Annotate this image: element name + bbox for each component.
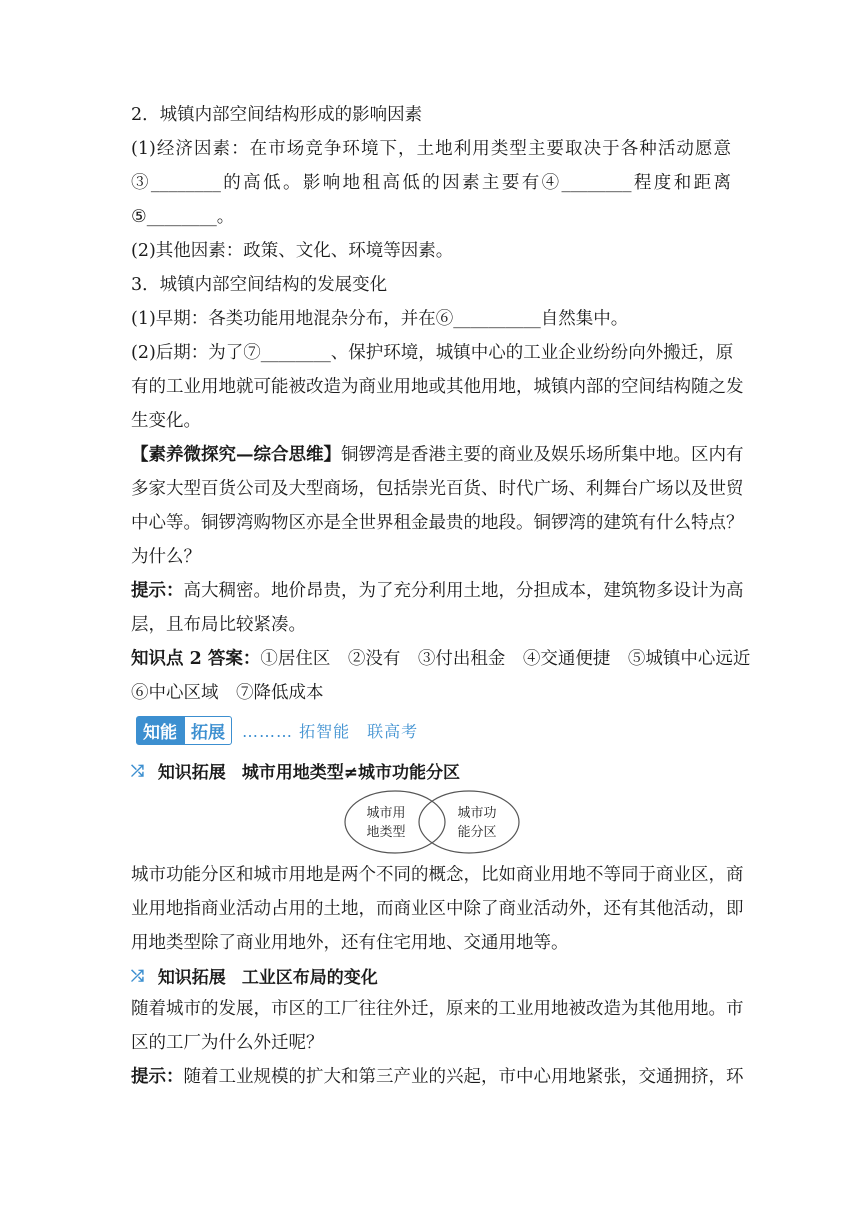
- paragraph: 用地类型除了商业用地外，还有住宅用地、交通用地等。: [131, 933, 569, 953]
- badge-part2: 拓展: [184, 716, 232, 745]
- hint-text: 随着工业规模的扩大和第三产业的兴起，市中心用地紧张，交通拥挤，环: [183, 1067, 744, 1087]
- explore-label: 【素养微探究—综合思维】: [131, 445, 341, 465]
- extension-label: 知识拓展: [157, 968, 226, 988]
- paragraph: (1)早期：各类功能用地混杂分布，并在⑥__________自然集中。: [131, 309, 629, 329]
- badge-tail: ……… 拓智能 联高考: [242, 721, 419, 741]
- hint-text: 高大稠密。地价昂贵，为了充分利用土地，分担成本，建筑物多设计为高: [183, 581, 744, 601]
- badge-part1: 知能: [136, 716, 184, 745]
- paragraph: (2)其他因素：政策、文化、环境等因素。: [131, 241, 454, 261]
- paragraph: (2)后期：为了⑦________、保护环境，城镇中心的工业企业纷纷向外搬迁，原: [131, 343, 734, 363]
- paragraph: 层，且布局比较紧凑。: [131, 615, 306, 635]
- hint-paragraph: [131, 579, 744, 603]
- extension-label: 知识拓展: [157, 763, 226, 783]
- paragraph: 业用地指商业活动占用的土地，而商业区中除了商业活动外，还有其他活动，即: [131, 899, 744, 919]
- extension-title: 工业区布局的变化: [241, 968, 378, 988]
- hint-label: 提示：: [131, 581, 184, 601]
- venn-right-label: 能分区: [457, 825, 497, 840]
- answers-text: ①居住区 ②没有 ③付出租金 ④交通便捷 ⑤城镇中心远近: [260, 649, 751, 669]
- venn-diagram: [340, 788, 526, 856]
- explore-text: 铜锣湾是香港主要的商业及娱乐场所集中地。区内有: [341, 445, 744, 465]
- paragraph: 城市功能分区和城市用地是两个不同的概念，比如商业用地不等同于商业区，商: [131, 865, 744, 885]
- paragraph: ⑤________。: [131, 207, 235, 227]
- venn-right-label: 城市功: [457, 806, 497, 821]
- paragraph: 多家大型百货公司及大型商场，包括崇光百货、时代广场、利舞台广场以及世贸: [131, 479, 744, 499]
- section3-heading: 3．城镇内部空间结构的发展变化: [131, 275, 388, 295]
- paragraph: (1)经济因素：在市场竞争环境下，土地利用类型主要取决于各种活动愿意: [131, 139, 731, 159]
- paragraph: ③________的高低。影响地租高低的因素主要有④________程度和距离: [131, 173, 731, 193]
- paragraph: 随着城市的发展，市区的工厂往往外迁，原来的工业用地被改造为其他用地。市: [131, 999, 744, 1019]
- hint-label: 提示：: [131, 1067, 184, 1087]
- hint-paragraph: [131, 1065, 744, 1089]
- answers-label: 知识点 2 答案：: [131, 649, 261, 669]
- paragraph: 有的工业用地就可能被改造为商业用地或其他用地，城镇内部的空间结构随之发: [131, 377, 744, 397]
- extension-title: 城市用地类型≠城市功能分区: [241, 763, 461, 783]
- paragraph: 中心等。铜锣湾购物区亦是全世界租金最贵的地段。铜锣湾的建筑有什么特点？: [131, 513, 744, 533]
- extension-heading: [131, 963, 378, 988]
- venn-left-label: 城市用: [366, 806, 406, 821]
- shuffle-icon: ⤮: [131, 760, 144, 780]
- paragraph: 为什么？: [131, 547, 201, 567]
- paragraph: 区的工厂为什么外迁呢？: [131, 1033, 324, 1053]
- paragraph: 生变化。: [131, 411, 201, 431]
- answers-line: [131, 647, 751, 671]
- answers-line: ⑥中心区域 ⑦降低成本: [131, 683, 324, 703]
- venn-left-label: 地类型: [366, 825, 406, 840]
- explore-paragraph: [131, 443, 744, 467]
- section2-heading: 2．城镇内部空间结构形成的影响因素: [131, 105, 423, 125]
- shuffle-icon: ⤮: [131, 965, 144, 985]
- section-badge: [136, 717, 418, 743]
- extension-heading: [131, 758, 460, 783]
